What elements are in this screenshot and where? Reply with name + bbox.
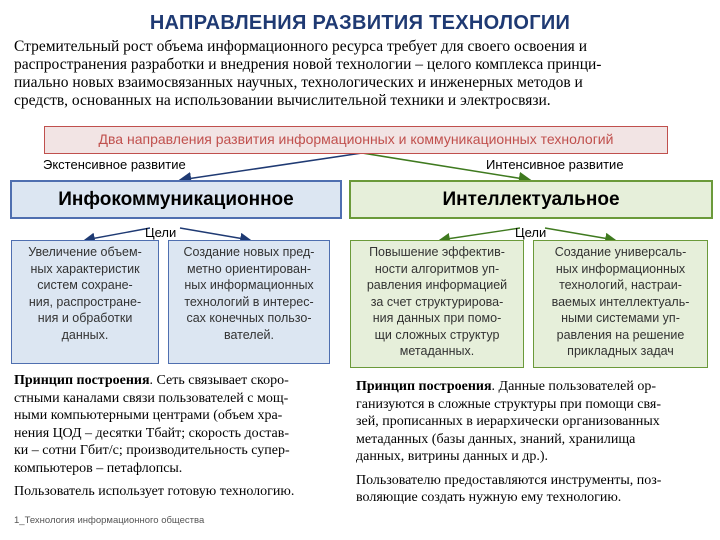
infocommunication-box: Инфокоммуникационное [10, 180, 342, 219]
arrow-right-goal-2 [545, 228, 615, 240]
goal-line: технологий в интерес- [184, 294, 314, 309]
footer-caption: 1_Технология информационного общества [14, 515, 205, 526]
goal-line: ния и обработки [37, 311, 133, 325]
goal-line: сах конечных пользо- [186, 311, 312, 325]
goal-line: ваемых интеллектуаль- [551, 294, 690, 309]
page-title: НАПРАВЛЕНИЯ РАЗВИТИЯ ТЕХНОЛОГИИ [149, 12, 571, 34]
principle-heading: Принцип построения [14, 373, 150, 388]
intro-line: средств, основанных на использовании вычислительной техники и электросвязи. [14, 92, 551, 109]
user-line: Пользователю предоставляются инструменты, поз- [356, 472, 662, 488]
goal-line: за счет структурирова- [370, 294, 504, 309]
principle-line: стными каналами связи пользователей с мощ- [14, 390, 289, 406]
goal-line: Увеличение объем- [28, 245, 142, 259]
goal-box-right-2 [533, 240, 708, 368]
user-line: воляющие создать нужную ему технологию. [356, 490, 622, 505]
arrow-left-goal-2 [180, 228, 250, 240]
principle-line: ными компьютерными центрами (объем хра- [14, 408, 283, 423]
goal-line: ных информационных [184, 278, 314, 292]
principle-line [14, 372, 344, 390]
goal-line: данных. [61, 327, 109, 342]
arrow-left-goal-1 [85, 228, 150, 240]
principle-line: ки – сотни Гбит/с; производительность супер- [14, 443, 290, 458]
goals-label-left: Цели [145, 225, 177, 240]
principle-line: нения ЦОД – десятки Тбайт; скорость достав- [14, 425, 289, 441]
goal-line: вателей. [224, 327, 274, 342]
goal-line: Повышение эффектив- [369, 245, 505, 259]
goal-line: систем сохране- [37, 278, 133, 292]
goal-line: равления на решение [556, 327, 685, 342]
goal-line: метаданных. [399, 344, 475, 358]
intensive-label: Интенсивное развитие [486, 157, 624, 172]
principle-text: . Сеть связывает скоро- [149, 373, 289, 388]
principle-left [14, 372, 344, 501]
goal-line: ных информационных [555, 261, 686, 276]
intro-line: Стремительный рост объема информационного ресурса требует для своего освоения и [14, 38, 587, 55]
goal-line: щи сложных структур [374, 327, 500, 342]
intro-paragraph [14, 38, 704, 110]
principle-line: метаданных (базы данных, знаний, хранилища [356, 431, 636, 447]
principle-line: данных, витрины данных и др.). [356, 449, 549, 464]
principle-right [356, 378, 712, 507]
goal-line: ности алгоритмов уп- [374, 261, 500, 276]
goal-box-left-1 [11, 240, 159, 364]
goal-line: ных характеристик [30, 261, 140, 276]
principle-line: компьютеров – петафлопсы. [14, 460, 183, 476]
principle-line [356, 378, 712, 396]
principle-line: ганизуются в сложные структуры при помощи свя- [356, 396, 661, 412]
goal-line: Создание новых пред- [183, 245, 315, 259]
goal-line: ния данных при помо- [372, 311, 502, 325]
principle-heading: Принцип построения [356, 379, 492, 394]
intellectual-box: Интеллектуальное [349, 180, 713, 219]
two-directions-box: Два направления развития информационных и коммуникационных технологий [44, 126, 668, 154]
goal-box-right-1 [350, 240, 524, 368]
intro-line: пиально новых взаимосвязанных научных, технологических и инженерных методов и [14, 74, 583, 91]
goals-label-right: Цели [515, 225, 547, 240]
principle-line: зей, прописанных в иерархически организованных [356, 414, 660, 429]
principle-text: . Данные пользователей ор- [491, 379, 657, 394]
extensive-label: Экстенсивное развитие [43, 157, 186, 172]
arrow-right-goal-1 [440, 228, 520, 240]
goal-line: ния, распростране- [28, 294, 142, 309]
goal-line: технологий, настраи- [559, 278, 682, 292]
goal-line: равления информацией [366, 278, 508, 292]
goal-line: ными системами уп- [561, 311, 680, 325]
goal-line: метно ориентирован- [186, 261, 312, 276]
goal-line: Создание универсаль- [554, 245, 687, 259]
goal-line: прикладных задач [567, 344, 674, 358]
goal-box-left-2 [168, 240, 330, 364]
intro-line: распространения разработки и внедрения новой технологии – целого комплекса принци- [14, 56, 602, 73]
arrow-to-extensive [180, 153, 362, 180]
user-line: Пользователь использует готовую технологию. [14, 484, 295, 499]
